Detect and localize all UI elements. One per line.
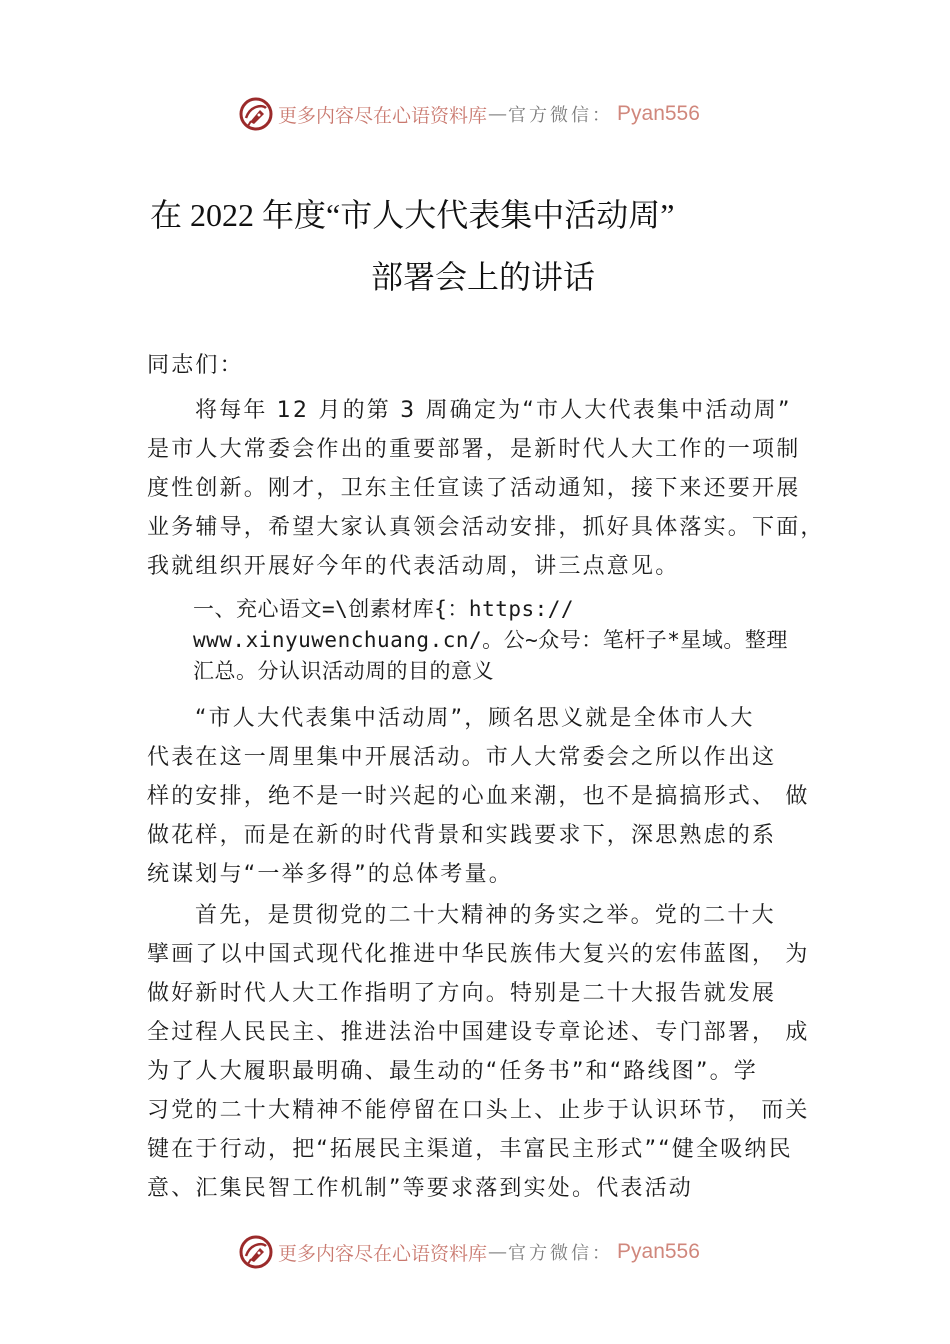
section-heading-1-line: 一、充心语文=\创素材库{：https:// bbox=[193, 597, 575, 621]
watermark-official-label: 官方微信： bbox=[508, 1243, 614, 1264]
paragraph-3-line: 做好新时代人大工作指明了方向。特别是二十大报告就发展 bbox=[147, 981, 777, 1006]
paragraph-1-line: 是市人大常委会作出的重要部署，是新时代人大工作的一项制 bbox=[147, 437, 801, 462]
paragraph-1-line: 度性创新。刚才，卫东主任宣读了活动通知，接下来还要开展 bbox=[147, 476, 801, 501]
paragraph-3-line: 首先，是贯彻党的二十大精神的务实之举。党的二十大 bbox=[195, 903, 776, 928]
paragraph-3-line: 为了人大履职最明确、最生动的“任务书”和“路线图”。学 bbox=[147, 1059, 758, 1084]
paragraph-3-line: 意、汇集民智工作机制”等要求落到实处。代表活动 bbox=[147, 1176, 693, 1201]
paragraph-2-line: “市人大代表集中活动周”，顾名思义就是全体市人大 bbox=[195, 706, 755, 731]
section-heading-1-line: www.xinyuwenchuang.cn/。公~众号：笔杆子*星域。整理 bbox=[193, 628, 788, 652]
paragraph-3-line: 键在于行动，把“拓展民主渠道，丰富民主形式”“健全吸纳民 bbox=[147, 1137, 793, 1162]
pen-nib-logo-icon bbox=[238, 1234, 274, 1270]
document-title-line-2: 部署会上的讲话 bbox=[371, 259, 596, 295]
salutation: 同志们： bbox=[147, 353, 244, 378]
paragraph-1-line: 我就组织开展好今年的代表活动周，讲三点意见。 bbox=[147, 554, 680, 579]
paragraph-1-line: 将每年 12 月的第 3 周确定为“市人大代表集中活动周” bbox=[195, 398, 792, 423]
paragraph-3-line: 全过程人民民主、推进法治中国建设专章论述、专门部署， 成 bbox=[147, 1020, 810, 1045]
paragraph-2-line: 样的安排，绝不是一时兴起的心血来潮，也不是搞搞形式、 做 bbox=[147, 784, 810, 809]
watermark-wechat-id: Pyan556 bbox=[617, 1240, 700, 1263]
watermark-official-label: 官方微信： bbox=[508, 105, 614, 126]
watermark-banner-top bbox=[238, 94, 728, 134]
watermark-banner-bottom bbox=[238, 1232, 728, 1272]
paragraph-3-line: 擘画了以中国式现代化推进中华民族伟大复兴的宏伟蓝图， 为 bbox=[147, 942, 810, 967]
document-title-line-1: 在 2022 年度“市人大代表集中活动周” bbox=[150, 197, 675, 233]
watermark-dash: — bbox=[488, 103, 508, 125]
pen-nib-logo-icon bbox=[238, 96, 274, 132]
watermark-wechat-id: Pyan556 bbox=[617, 102, 700, 125]
section-heading-1-line: 汇总。分认识活动周的目的意义 bbox=[193, 659, 494, 683]
paragraph-1-line: 业务辅导，希望大家认真领会活动安排，抓好具体落实。下面， bbox=[147, 515, 825, 540]
paragraph-2-line: 做花样，而是在新的时代背景和实践要求下，深思熟虑的系 bbox=[147, 823, 777, 848]
paragraph-2-line: 代表在这一周里集中开展活动。市人大常委会之所以作出这 bbox=[147, 745, 777, 770]
watermark-brand-text: 更多内容尽在心语资料库 bbox=[278, 1242, 488, 1265]
watermark-dash: — bbox=[488, 1241, 508, 1263]
watermark-brand-text: 更多内容尽在心语资料库 bbox=[278, 104, 488, 127]
paragraph-2-line: 统谋划与“一举多得”的总体考量。 bbox=[147, 862, 513, 887]
paragraph-3-line: 习党的二十大精神不能停留在口头上、止步于认识环节， 而关 bbox=[147, 1098, 810, 1123]
